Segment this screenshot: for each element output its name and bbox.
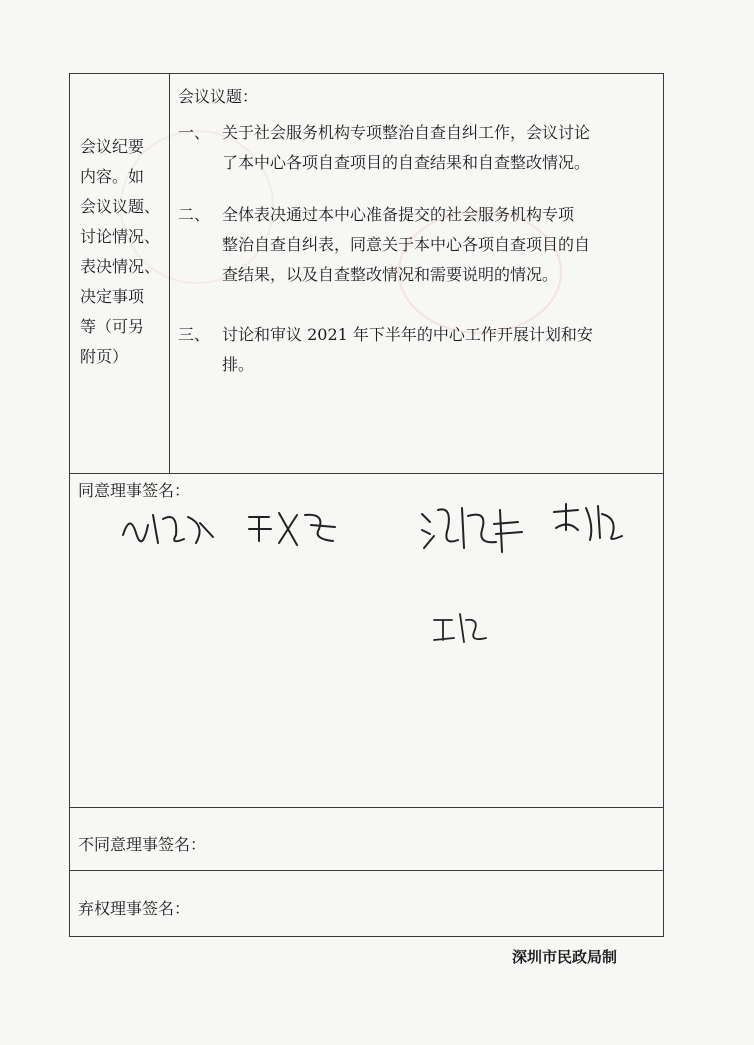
agenda-item-line: 了本中心各项自查项目的自查结果和自查整改情况。	[222, 153, 591, 172]
row-divider-disagree	[69, 870, 664, 871]
handwritten-signature-4	[548, 500, 628, 549]
label-line: 决定事项	[80, 287, 145, 306]
agree-directors-label: 同意理事签名：	[78, 481, 191, 500]
signature-stroke	[418, 500, 533, 555]
agenda-item-line: 查结果，以及自查整改情况和需要说明的情况。	[222, 265, 559, 284]
handwritten-signature-1	[118, 505, 218, 554]
label-line: 讨论情况、	[80, 227, 161, 246]
row-divider-agenda	[69, 473, 664, 474]
handwritten-signature-2	[245, 505, 340, 554]
label-line: 内容。如	[80, 167, 145, 186]
agenda-item-line: 全体表决通过本中心准备提交的社会服务机构专项	[222, 205, 575, 224]
agenda-item-number: 三、	[178, 325, 211, 344]
issuer-footer: 深圳市民政局制	[512, 948, 618, 966]
agenda-title: 会议议题：	[178, 87, 259, 106]
signature-stroke	[118, 505, 218, 550]
handwritten-signature-5	[430, 608, 490, 652]
handwritten-signature-3	[418, 500, 533, 559]
label-line: 表决情况、	[80, 257, 161, 276]
row-divider-agree	[69, 807, 664, 808]
label-line: 会议议题、	[80, 197, 161, 216]
table-bottom-border	[69, 936, 664, 937]
agenda-item-line: 讨论和审议 2021 年下半年的中心工作开展计划和安	[222, 325, 593, 344]
meeting-summary-label	[80, 132, 172, 372]
agenda-item-line: 整治自查自纠表，同意关于本中心各项自查项目的自	[222, 235, 591, 254]
label-line: 会议纪要	[80, 137, 145, 156]
abstain-directors-label: 弃权理事签名：	[78, 899, 191, 918]
agenda-item-line: 关于社会服务机构专项整治自查自纠工作，会议讨论	[222, 123, 591, 142]
disagree-directors-label: 不同意理事签名：	[78, 835, 207, 854]
label-line: 附页）	[80, 347, 129, 366]
agenda-item-line: 排。	[222, 355, 255, 374]
table-top-border	[69, 73, 664, 74]
signature-stroke	[548, 500, 628, 545]
signature-stroke	[430, 608, 490, 648]
agenda-item-number: 二、	[178, 205, 211, 224]
label-line: 等（可另	[80, 317, 145, 336]
signature-stroke	[245, 505, 340, 550]
agenda-item-number: 一、	[178, 123, 211, 142]
